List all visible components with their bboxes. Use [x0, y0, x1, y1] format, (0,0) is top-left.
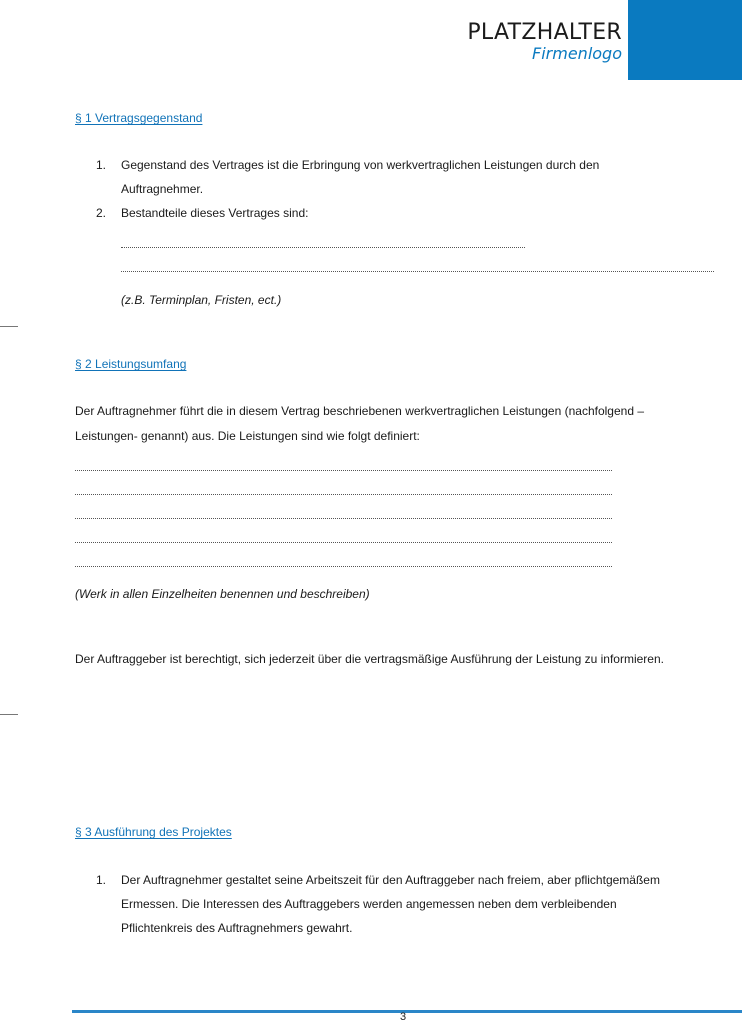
- list-item-line: Pflichtenkreis des Auftragnehmers gewahrt.: [121, 921, 353, 935]
- fill-in-line: [75, 470, 612, 471]
- list-number: 1.: [96, 158, 107, 172]
- page-number: 3: [400, 1011, 407, 1023]
- list-number: 2.: [96, 206, 107, 220]
- paragraph: Der Auftraggeber ist berechtigt, sich jederzeit über die vertragsmäßige Ausführung der Leistung zu informieren.: [75, 652, 664, 666]
- margin-mark: [0, 714, 18, 715]
- fill-in-line: [121, 271, 714, 272]
- logo-subtitle: Firmenlogo: [532, 44, 622, 63]
- list-item-line: Ermessen. Die Interessen des Auftraggebers werden angemessen neben dem verbleibenden: [121, 897, 617, 911]
- fill-in-line: [75, 494, 612, 495]
- paragraph-line: Leistungen- genannt) aus. Die Leistungen sind wie folgt definiert:: [75, 429, 420, 443]
- section-1-heading: § 1 Vertragsgegenstand: [75, 111, 203, 125]
- list-item-line: Gegenstand des Vertrages ist die Erbringung von werkvertraglichen Leistungen durch den: [121, 158, 600, 172]
- fill-in-line: [121, 247, 525, 248]
- section-3-heading: § 3 Ausführung des Projektes: [75, 825, 232, 839]
- list-item-line: Auftragnehmer.: [121, 182, 204, 196]
- fill-in-line: [75, 518, 612, 519]
- fill-in-line: [75, 542, 612, 543]
- logo-block: [628, 0, 742, 80]
- list-item-line: Bestandteile dieses Vertrages sind:: [121, 206, 309, 220]
- fill-in-line: [75, 566, 612, 567]
- section-1-hint: (z.B. Terminplan, Fristen, ect.): [121, 293, 282, 307]
- paragraph-line: Der Auftragnehmer führt die in diesem Vertrag beschriebenen werkvertraglichen Leistungen (nachfolgend –: [75, 404, 645, 418]
- list-item-line: Der Auftragnehmer gestaltet seine Arbeitszeit für den Auftraggeber nach freiem, aber pflichtgemäßem: [121, 873, 660, 887]
- list-number: 1.: [96, 873, 107, 887]
- section-2-hint: (Werk in allen Einzelheiten benennen und beschreiben): [75, 587, 370, 601]
- logo-title: PLATZHALTER: [467, 20, 622, 45]
- margin-mark: [0, 326, 18, 327]
- footer-rule: [72, 1010, 742, 1013]
- section-2-heading: § 2 Leistungsumfang: [75, 357, 187, 371]
